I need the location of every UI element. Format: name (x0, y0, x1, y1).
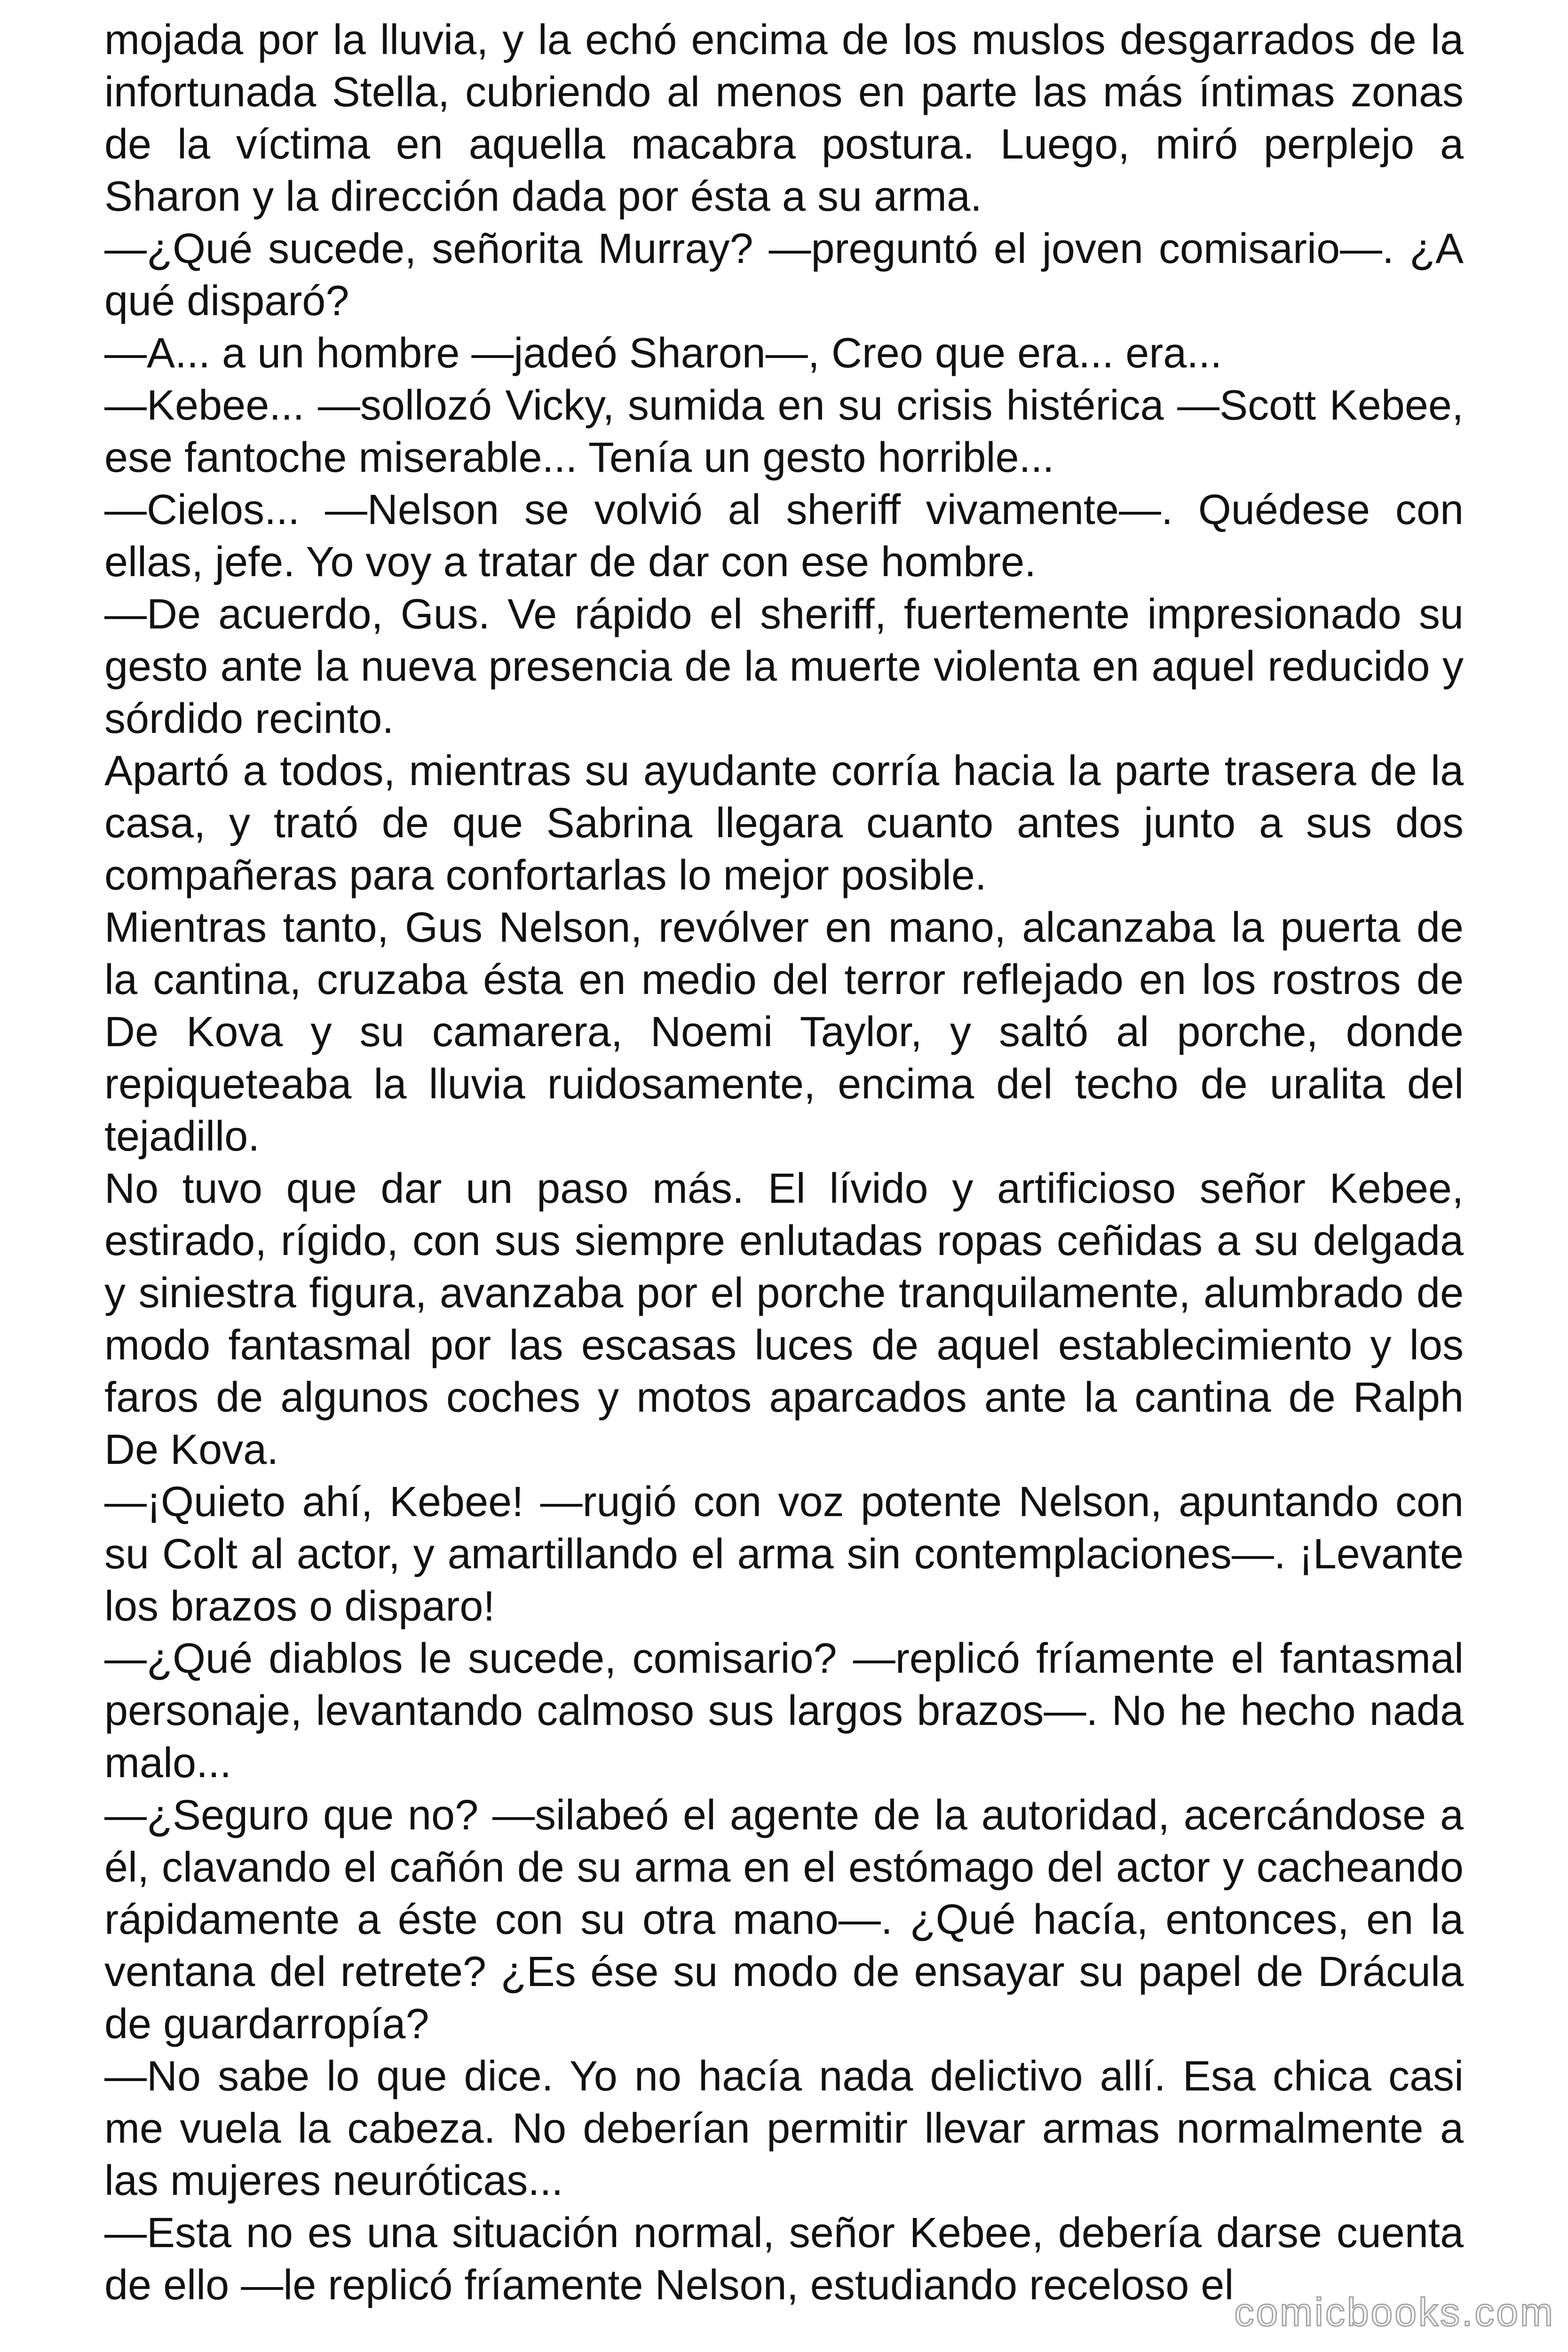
page-body (104, 14, 1464, 2312)
paragraph: Mientras tanto, Gus Nelson, revólver en mano, alcanzaba la puerta de la cantina, cruzaba ésta en medio del terror reflejado en los rostros de De Kova y su camarera, Noemi Taylor, y saltó al porche, donde repiqueteaba la lluvia ruidosamente, encima del techo de uralita del tejadillo. (104, 904, 1464, 1160)
paragraph: Apartó a todos, mientras su ayudante corría hacia la parte trasera de la casa, y trató de que Sabrina llegara cuanto antes junto a sus dos compañeras para confortarlas lo mejor posible. (104, 747, 1464, 899)
paragraph: —Cielos... —Nelson se volvió al sheriff vivamente—. Quédese con ellas, jefe. Yo voy a tratar de dar con ese hombre. (104, 486, 1464, 586)
paragraph: —¿Qué sucede, señorita Murray? —preguntó el joven comisario—. ¿A qué disparó? (104, 225, 1464, 325)
paragraph: —No sabe lo que dice. Yo no hacía nada delictivo allí. Esa chica casi me vuela la cabeza. No deberían permitir llevar armas normalmente a las mujeres neuróticas... (104, 2053, 1464, 2204)
paragraph: —¿Seguro que no? —silabeó el agente de la autoridad, acercándose a él, clavando el cañón de su arma en el estómago del actor y cacheando rápidamente a éste con su otra mano—. ¿Qué hacía, entonces, en la ventana del retrete? ¿Es ése su modo de ensayar su papel de Drácula de guardarropía? (104, 1792, 1464, 2048)
paragraph: —Kebee... —sollozó Vicky, sumida en su crisis histérica —Scott Kebee, ese fantoche miserable... Tenía un gesto horrible... (104, 382, 1464, 481)
paragraph: No tuvo que dar un paso más. El lívido y artificioso señor Kebee, estirado, rígido, con sus siempre enlutadas ropas ceñidas a su delgada y siniestra figura, avanzaba por el porche tranquilamente, alumbrado de modo fantasmal por las escasas luces de aquel establecimiento y los faros de algunos coches y motos aparcados ante la cantina de Ralph De Kova. (104, 1165, 1464, 1473)
paragraph: —¡Quieto ahí, Kebee! —rugió con voz potente Nelson, apuntando con su Colt al actor, y amartillando el arma sin contemplaciones—. ¡Levante los brazos o disparo! (104, 1478, 1464, 1630)
paragraph: —A... a un hombre —jadeó Sharon—, Creo que era... era... (104, 330, 1222, 377)
paragraph: —De acuerdo, Gus. Ve rápido el sheriff, fuertemente impresionado su gesto ante la nueva presencia de la muerte violenta en aquel reducido y sórdido recinto. (104, 591, 1464, 742)
watermark: comicbooks.com (1234, 2290, 1555, 2334)
paragraph: mojada por la lluvia, y la echó encima de los muslos desgarrados de la infortunada Stella, cubriendo al menos en parte las más íntimas zonas de la víctima en aquella macabra postura. Luego, miró perplejo a Sharon y la dirección dada por ésta a su arma. (104, 16, 1464, 220)
paragraph: —¿Qué diablos le sucede, comisario? —replicó fríamente el fantasmal personaje, levantando calmoso sus largos brazos—. No he hecho nada malo... (104, 1635, 1464, 1787)
paragraph: —Esta no es una situación normal, señor Kebee, debería darse cuenta de ello —le replicó fríamente Nelson, estudiando receloso el (104, 2209, 1464, 2309)
